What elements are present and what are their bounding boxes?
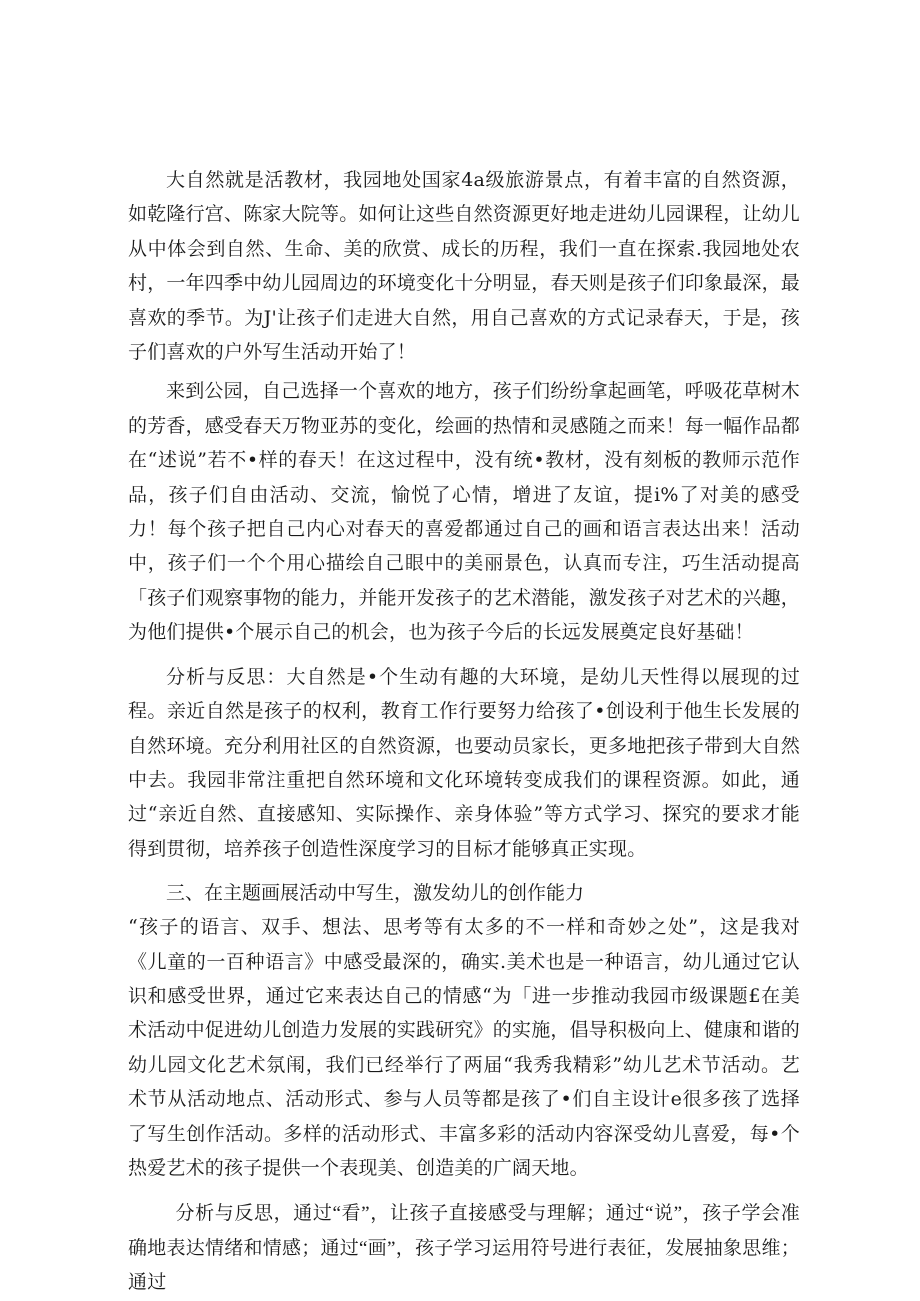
section-heading-3: 三、在主题画展活动中写生，激发幼儿的创作能力 [166,882,585,905]
paragraph-park-sketching: 来到公园，自己选择一个喜欢的地方，孩子们纷纷拿起画笔，呼吸花草树木的芳香，感受春天万物亚苏的变化，绘画的热情和灵感随之而来！每一幅作品都在“述说”若不•样的春天！在这过程中，没有统•教材，没有刻板的教师示范作品，孩子们自由活动、交流，愉悦了心情，增进了友谊，提i%了对美的感受力！每个孩子把自己内心对春天的喜爱都通过自己的画和语言表达出来！活动中，孩子们一个个用心描绘自己眼中的美丽景色，认真而专注，巧生活动提高「孩子们观察事物的能力，并能开发孩子的艺术潜能，激发孩子对艺术的兴趣，为他们提供•个展示自己的机会，也为孩子今后的长远发展奠定良好基础！ [128,380,801,644]
analysis-body: 大自然是•个生动有趣的大环境，是幼儿天性得以展现的过程。亲近自然是孩子的权利，教育工作行要努力给孩了•创设利于他生长发展的自然环境。充分利用社区的自然资源，也要动员家长，更多地把孩子带到大自然中去。我园非常注重把自然环境和文化环境转变成我们的课程资源。如此，通过“亲近自然、直接感知、实际操作、亲身体验”等方式学习、探究的要求才能得到贯彻，培养孩子创造性深度学习的目标才能够真正实现。 [128,665,801,860]
paragraph-hundred-languages: “孩子的语言、双手、想法、思考等有太多的不一样和奇妙之处”，这是我对《儿童的一百种语言》中感受最深的，确实.美术也是一种语言，幼儿通过它认识和感受世界，通过它来表达自己的情感“为「进一步推动我园市级课题£在美术活动中促进幼儿创造力发展的实践研究》的实施，倡导积极向上、健康和谐的幼儿园文化艺术氛闱，我们已经举行了两届“我秀我精彩”幼儿艺术节活动。艺术节从活动地点、活动形式、参与人员等都是孩了•们自主设计e很多孩了选择了写生创作活动。多样的活动形式、丰富多彩的活动内容深受幼儿喜爱，每•个热爱艺术的孩子提供一个表现美、创造美的广阔天地。 [128,916,801,1179]
document-page [128,163,800,1301]
paragraph-analysis-reflection-1 [128,660,800,866]
paragraph-analysis-reflection-2: 分析与反思，通过“看”，让孩子直接感受与理解；通过“说”，孩子学会准确地表达情绪和情感；通过“画”，孩子学习运用符号进行表征，发展抽象思维；通过 [128,1203,800,1294]
analysis-lead-label: 分析与反思： [166,665,287,688]
paragraph-nature-teaching: 大自然就是活教材，我园地处国家4a级旅游景点，有着丰富的自然资源，如乾隆行宫、陈家大院等。如何让这些自然资源更好地走进幼儿园课程，让幼儿从中体会到自然、生命、美的欣赏、成长的历程，我们一直在探索.我园地处农村，一年四季中幼儿园周边的环境变化十分明显，春天则是孩子们印象最深，最喜欢的季节。为J'让孩子们走进大自然，用自己喜欢的方式记录春天，于是，孩子们喜欢的户外写生活动开始了！ [128,169,801,364]
